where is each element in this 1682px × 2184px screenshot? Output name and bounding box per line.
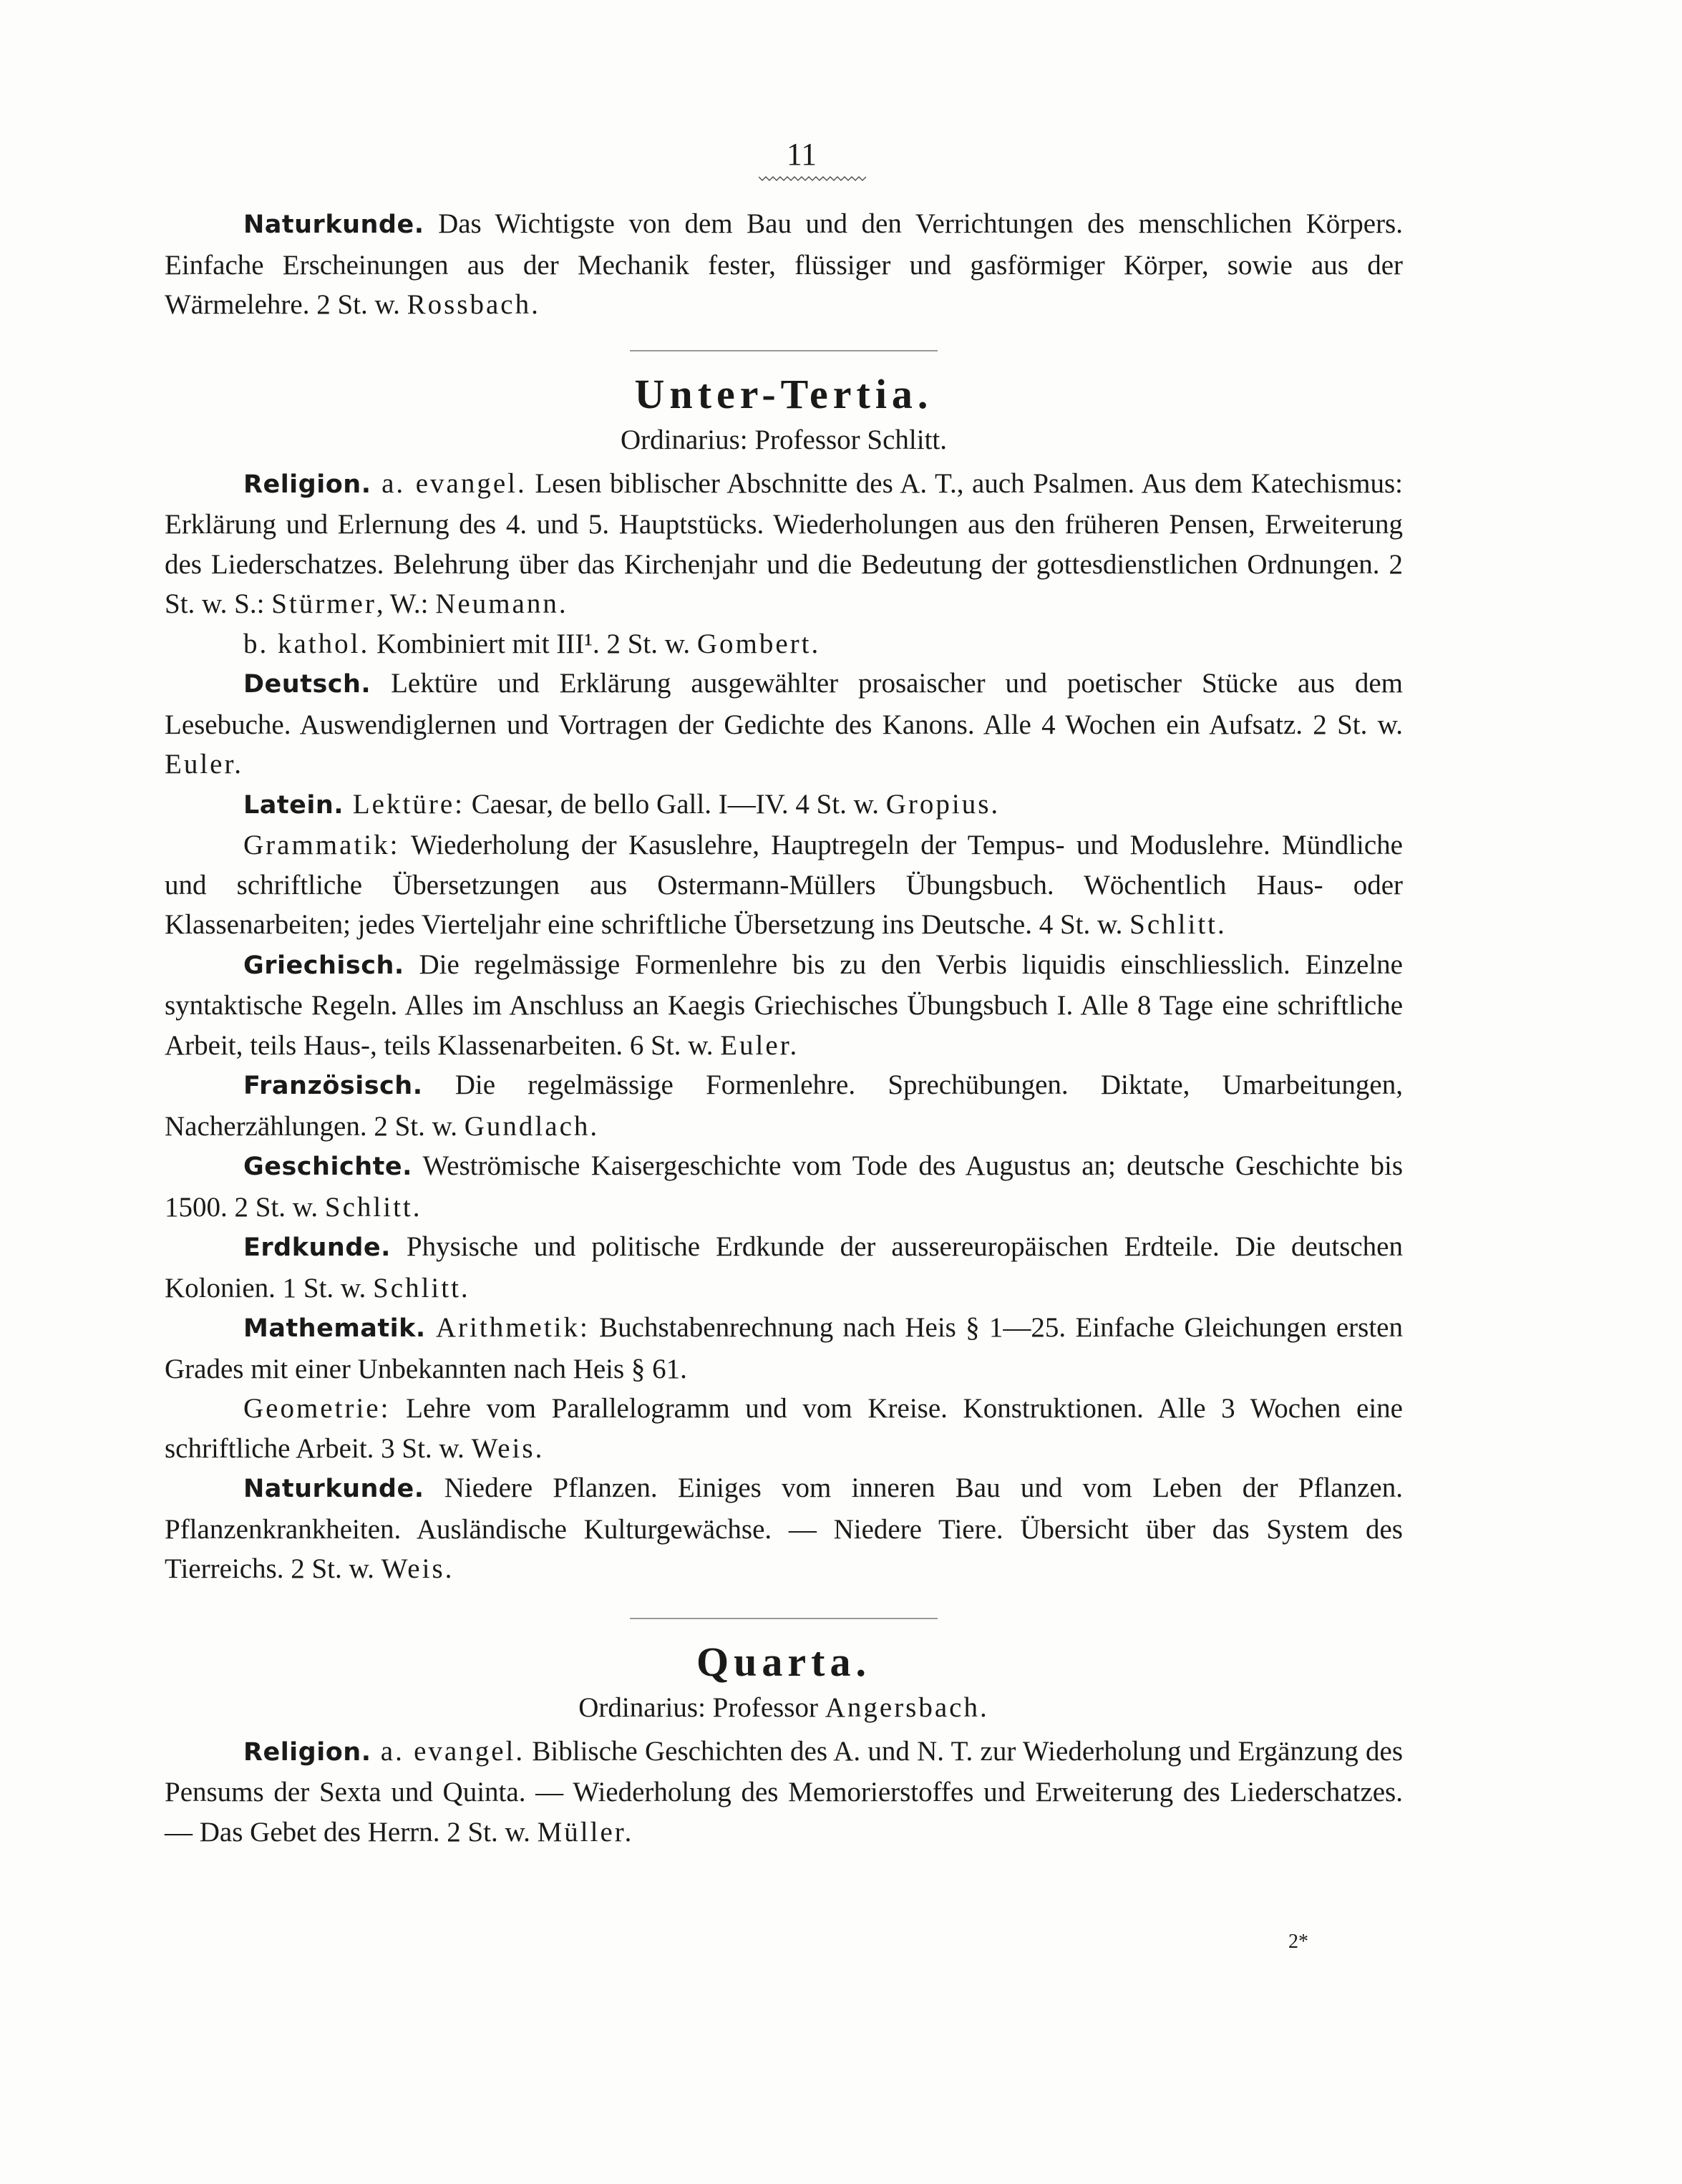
franzoesisch-paragraph [165, 1065, 1403, 1146]
teacher-name: Weis. [381, 1553, 454, 1584]
paragraph-text: Caesar, de bello Gall. I—IV. 4 St. w. [464, 788, 886, 820]
page-number-ornament [759, 175, 866, 182]
teacher-name: Stürmer [271, 588, 376, 619]
subsection-label: Geometrie: [243, 1393, 391, 1424]
paragraph-text: Physische und politische Erdkunde der aussereuropäischen Erdteile. Die deutschen Kolonien. 1 St. w. [165, 1231, 1403, 1304]
teacher-name: Weis. [471, 1432, 545, 1464]
paragraph-text: Die regelmässige Formenlehre. Sprechübungen. Diktate, Umarbeitungen, Nacherzählungen. 2 St. w. [165, 1069, 1403, 1142]
intro-paragraph [165, 204, 1403, 325]
teacher-name: Gundlach. [464, 1110, 600, 1142]
subsection-label: b. kathol. [243, 628, 370, 659]
teacher-name: Euler. [720, 1029, 799, 1061]
subject-heading: Französisch. [243, 1072, 423, 1100]
paragraph-text: Das Wichtigste von dem Bau und den Verrichtungen des menschlichen Körpers. Einfache Erscheinungen aus der Mechanik fester, flüssiger und gasförmiger Körper, sowie aus der Wärmelehre. 2 St. w. [165, 208, 1403, 320]
ordinarius-line [165, 1688, 1403, 1727]
paragraph-text: Niedere Pflanzen. Einiges vom inneren Bau und vom Leben der Pflanzen. Pflanzenkrankheiten. Ausländische Kulturgewächse. — Niedere Tiere. Übersicht über das System des Tierreichs. 2 St. w. [165, 1472, 1403, 1584]
paragraph-text: Lektüre und Erklärung ausgewählter prosaischer und poetischer Stücke aus dem Lesebuche. Auswendiglernen und Vortragen der Gedichte des Kanons. Alle 4 Wochen ein Aufsatz. 2 St. w. [165, 668, 1403, 740]
religion-paragraph [165, 464, 1403, 624]
teacher-name: Schlitt. [373, 1272, 470, 1304]
section-divider [630, 1618, 938, 1619]
section-title-quarta: Quarta. [696, 1638, 871, 1685]
ordinarius-prefix: Ordinarius: Professor [578, 1692, 825, 1723]
subsection-label: Grammatik: [243, 830, 400, 860]
deutsch-paragraph [165, 664, 1403, 785]
paragraph-text: Die regelmässige Formenlehre bis zu den Verbis liquidis einschliesslich. Einzelne syntaktische Regeln. Alles im Anschluss an Kaegis Griechisches Übungsbuch I. Alle 8 Tage eine schriftliche Arbeit, teils Haus-, teils Klassenarbeiten. 6 St. w. [165, 948, 1403, 1061]
subject-heading: Geschichte. [243, 1152, 412, 1181]
griechisch-paragraph [165, 945, 1403, 1066]
naturkunde-paragraph [165, 1468, 1403, 1589]
subject-heading: Griechisch. [243, 951, 404, 980]
teacher-name: Neumann. [435, 588, 568, 619]
paragraph-text: , W.: [376, 588, 436, 619]
teacher-name: Müller. [537, 1816, 634, 1848]
paragraph-text: Buchstabenrechnung nach Heis § 1—25. Einfache Gleichungen ersten Grades mit einer Unbekannten nach Heis § 61. [165, 1312, 1403, 1384]
grammatik-paragraph [165, 825, 1403, 945]
ordinarius-line: Ordinarius: Professor Schlitt. [620, 424, 948, 455]
subsection-label: Arithmetik: [425, 1312, 590, 1343]
subject-heading: Deutsch. [243, 670, 371, 699]
subject-heading: Religion. [243, 470, 371, 499]
quarta-religion-paragraph [165, 1732, 1403, 1853]
erdkunde-paragraph [165, 1227, 1403, 1308]
teacher-name: Rossbach. [407, 289, 540, 320]
latein-paragraph [165, 785, 1403, 826]
subject-heading: Religion. [243, 1737, 371, 1767]
subject-heading: Erdkunde. [243, 1233, 391, 1262]
religion-katholisch-paragraph [165, 624, 1403, 664]
subsection-label: Lektüre: [344, 788, 465, 820]
paragraph-text: Wiederholung der Kasuslehre, Hauptregeln der Tempus- und Moduslehre. Mündliche und schriftliche Übersetzungen aus Ostermann-Müllers Übungsbuch. Wöchentlich Haus- oder Klassenarbeiten; jedes Vierteljahr eine schriftliche Übersetzung ins Deutsche. 4 St. w. [165, 830, 1403, 940]
subject-heading: Latein. [243, 790, 344, 820]
teacher-name: Euler. [165, 749, 244, 780]
section-title-unter-tertia: Unter-Tertia. [634, 370, 933, 417]
teacher-name: Schlitt. [324, 1191, 422, 1223]
paragraph-text: Lehre vom Parallelogramm und vom Kreise. Konstruktionen. Alle 3 Wochen eine schriftliche Arbeit. 3 St. w. [165, 1393, 1403, 1464]
paragraph-text: Weströmische Kaisergeschichte vom Tode des Augustus an; deutsche Geschichte bis 1500. 2 St. w. [165, 1150, 1403, 1223]
signature-mark: 2* [1288, 1931, 1308, 1953]
page-content [165, 204, 1403, 1852]
subsection-label: a. evangel. [371, 467, 527, 499]
page-number: 11 [786, 137, 817, 172]
subject-heading: Mathematik. [243, 1314, 426, 1343]
section-divider [630, 350, 938, 351]
teacher-name: Angersbach. [825, 1692, 989, 1723]
paragraph-text: Kombiniert mit III¹. 2 St. w. [369, 628, 697, 659]
paragraph-text: Biblische Geschichten des A. und N. T. zur Wiederholung und Ergänzung des Pensums der Sexta und Quinta. — Wiederholung des Memorierstoffes und Erweiterung des Liederschatzes. — Das Gebet des Herrn. 2 St. w. [165, 1735, 1404, 1848]
subsection-label: a. evangel. [371, 1735, 525, 1767]
geschichte-paragraph [165, 1146, 1403, 1227]
teacher-name: Schlitt. [1129, 909, 1227, 940]
geometrie-paragraph [165, 1389, 1403, 1468]
teacher-name: Gombert. [696, 628, 821, 659]
teacher-name: Gropius. [885, 788, 1001, 820]
mathematik-paragraph [165, 1308, 1403, 1389]
paragraph-text: Lesen biblischer Abschnitte des A. T., auch Psalmen. Aus dem Katechismus: Erklärung und Erlernung des 4. und 5. Hauptstücks. Wiederholungen aus den früheren Pensen, Erweiterung des Liederschatzes. Belehrung über das Kirchenjahr und die Bedeutung der gottesdienstlichen Ordnungen. 2 St. w. S.: [165, 467, 1404, 619]
subject-heading: Naturkunde. [243, 1475, 424, 1503]
subject-heading: Naturkunde. [243, 210, 424, 239]
